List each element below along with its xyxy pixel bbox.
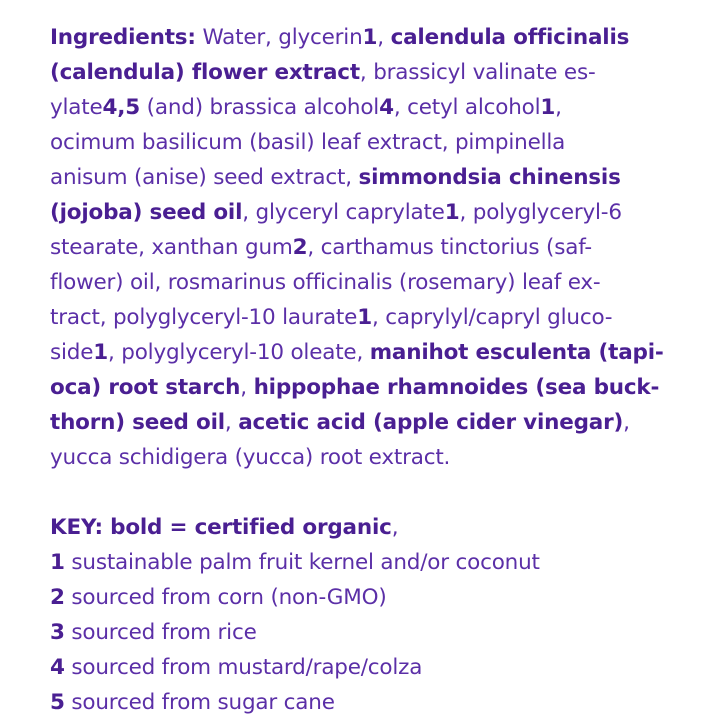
ingredients-paragraph: [50, 20, 690, 475]
ingredient-text: , cetyl alcohol: [393, 95, 541, 120]
ingredients-line: [50, 20, 690, 55]
ingredients-line: [50, 265, 690, 300]
key-item: [50, 615, 690, 650]
key-item-text: sourced from sugar cane: [64, 690, 335, 715]
ingredients-heading: Ingredients:: [50, 25, 196, 50]
footnote-marker: 1: [362, 25, 378, 50]
key-item-number: 4: [50, 655, 65, 680]
ingredients-line: [50, 370, 690, 405]
organic-ingredient: thorn) seed oil: [50, 410, 225, 435]
ingredient-text: , brassicyl valinate es-: [359, 60, 596, 85]
key-item-text: sourced from rice: [64, 620, 257, 645]
ingredients-line: [50, 195, 690, 230]
paragraph-spacer: [50, 475, 690, 510]
footnote-marker: 1: [540, 95, 556, 120]
organic-ingredient: (jojoba) seed oil: [50, 200, 243, 225]
key-heading-comma: ,: [391, 515, 399, 540]
ingredients-line: [50, 55, 690, 90]
footnote-marker: 1: [93, 340, 109, 365]
ingredient-text: tract, polyglyceryl-10 laurate: [50, 305, 358, 330]
key-item: [50, 685, 690, 720]
ingredient-text: Water, glycerin: [195, 25, 363, 50]
ingredient-text: yucca schidigera (yucca) root extract.: [50, 445, 451, 470]
ingredients-line: [50, 125, 690, 160]
ingredients-line: [50, 440, 690, 475]
organic-ingredient: oca) root starch: [50, 375, 241, 400]
key-item-text: sourced from corn (non-GMO): [64, 585, 387, 610]
ingredients-line: [50, 90, 690, 125]
ingredients-line: [50, 160, 690, 195]
label-text-block: [50, 20, 690, 720]
ingredient-text: anisum (anise) seed extract,: [50, 165, 359, 190]
key-item: [50, 545, 690, 580]
key-item-number: 2: [50, 585, 65, 610]
ingredients-line: [50, 335, 690, 370]
ingredients-line: [50, 230, 690, 265]
key-item-number: 3: [50, 620, 65, 645]
ingredient-text: , polyglyceryl-6: [459, 200, 622, 225]
ingredient-text: ocimum basilicum (basil) leaf extract, pimpinella: [50, 130, 566, 155]
ingredient-text: ,: [240, 375, 254, 400]
organic-ingredient: calendula officinalis: [390, 25, 630, 50]
ingredient-text: ,: [555, 95, 562, 120]
ingredient-text: , caprylyl/capryl gluco-: [371, 305, 613, 330]
footnote-marker: 2: [292, 235, 308, 260]
ingredients-line: [50, 405, 690, 440]
key-item-number: 5: [50, 690, 65, 715]
organic-ingredient: simmondsia chinensis: [358, 165, 621, 190]
ingredient-text: , carthamus tinctorius (saf-: [307, 235, 592, 260]
organic-ingredient: hippophae rhamnoides (sea buck-: [253, 375, 660, 400]
ingredient-text: ,: [623, 410, 630, 435]
ingredient-text: , polyglyceryl-10 oleate,: [108, 340, 370, 365]
key-heading: [50, 510, 690, 545]
organic-ingredient: (calendula) flower extract: [50, 60, 360, 85]
organic-ingredient: acetic acid (apple cider vinegar): [238, 410, 624, 435]
key-item: [50, 650, 690, 685]
ingredient-text: flower) oil, rosmarinus officinalis (rosemary) leaf ex-: [50, 270, 601, 295]
ingredients-line: [50, 300, 690, 335]
ingredient-text: ,: [377, 25, 391, 50]
ingredient-text: stearate, xanthan gum: [50, 235, 293, 260]
key-item-text: sourced from mustard/rape/colza: [64, 655, 423, 680]
ingredient-text: ylate: [50, 95, 103, 120]
key-item-number: 1: [50, 550, 65, 575]
footnote-marker: 4: [379, 95, 394, 120]
ingredient-text: side: [50, 340, 94, 365]
key-section: [50, 510, 690, 720]
key-item-text: sustainable palm fruit kernel and/or coconut: [64, 550, 540, 575]
organic-ingredient: manihot esculenta (tapi-: [369, 340, 664, 365]
footnote-marker: 1: [444, 200, 460, 225]
ingredient-text: (and) brassica alcohol: [140, 95, 380, 120]
footnote-marker: 4,5: [102, 95, 141, 120]
footnote-marker: 1: [357, 305, 372, 330]
key-item: [50, 580, 690, 615]
key-heading-bold: KEY: bold = certified organic: [50, 515, 392, 540]
ingredient-text: ,: [224, 410, 239, 435]
ingredient-text: , glyceryl caprylate: [242, 200, 445, 225]
